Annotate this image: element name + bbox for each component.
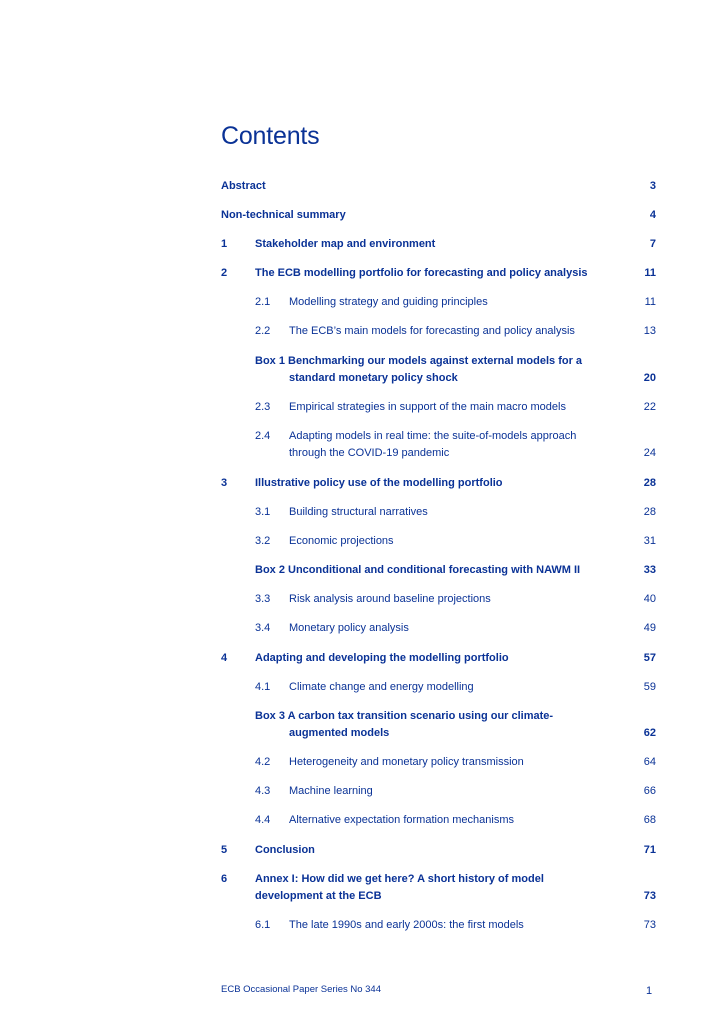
- toc-entry-number: 1: [221, 238, 228, 250]
- toc-entry-text-line-2: development at the ECB: [255, 890, 382, 902]
- toc-entry-number: 5: [221, 844, 228, 856]
- toc-entry-section-4[interactable]: [221, 650, 656, 667]
- toc-entry-text: [255, 871, 656, 905]
- toc-entry-abstract[interactable]: [221, 178, 656, 195]
- page-title: Contents: [221, 122, 320, 150]
- toc-entry-page: 40: [643, 593, 656, 605]
- toc-entry-number: 4.1: [255, 681, 271, 693]
- toc-entry-text-line-1: Box 3 A carbon tax transition scenario using our climate-: [255, 710, 554, 722]
- toc-entry-page: 31: [643, 535, 656, 547]
- toc-entry-text: Adapting and developing the modelling portfolio: [255, 652, 509, 664]
- toc-entry-text-line-1: Adapting models in real time: the suite-of-models approach: [289, 430, 577, 442]
- toc-entry-section-3-2[interactable]: [221, 533, 656, 550]
- toc-entry-text: Building structural narratives: [289, 506, 428, 518]
- toc-entry-text: Risk analysis around baseline projections: [289, 593, 491, 605]
- toc-entry-page: 49: [643, 622, 656, 634]
- toc-entry-text: Economic projections: [289, 535, 394, 547]
- toc-entry-text: Box 2 Unconditional and conditional forecasting with NAWM II: [255, 564, 581, 576]
- toc-entry-page: 73: [643, 919, 656, 931]
- toc-entry-page: 20: [643, 372, 656, 384]
- toc-entry-text-line-2: augmented models: [289, 727, 390, 739]
- toc-entry-section-3-3[interactable]: [221, 591, 656, 608]
- toc-entry-section-4-4[interactable]: [221, 812, 656, 829]
- toc-entry-page: 57: [643, 652, 656, 664]
- toc-entry-section-3-4[interactable]: [221, 620, 656, 637]
- toc-entry-non-technical-summary[interactable]: [221, 207, 656, 224]
- toc-entry-text: [289, 428, 656, 462]
- toc-entry-text: [255, 353, 656, 387]
- toc-entry-number: 6: [221, 873, 228, 885]
- toc-entry-section-4-2[interactable]: [221, 754, 656, 771]
- toc-entry-text: Machine learning: [289, 785, 373, 797]
- toc-entry-text-line-2: through the COVID-19 pandemic: [289, 447, 450, 459]
- footer-page-number: 1: [646, 985, 653, 997]
- toc-entry-section-2-3[interactable]: [221, 399, 656, 416]
- toc-entry-section-3[interactable]: [221, 475, 656, 492]
- toc-entry-page: 11: [644, 296, 656, 308]
- toc-entry-number: 4.3: [255, 785, 271, 797]
- toc-entry-text: Alternative expectation formation mechanisms: [289, 814, 514, 826]
- footer-series-label: ECB Occasional Paper Series No 344: [221, 984, 381, 995]
- toc-entry-text: Abstract: [221, 180, 266, 192]
- toc-entry-text-line-1: Box 1 Benchmarking our models against external models for a: [255, 355, 583, 367]
- toc-entry-section-4-1[interactable]: [221, 679, 656, 696]
- toc-entry-page: 73: [643, 890, 656, 902]
- toc-entry-text: The late 1990s and early 2000s: the first models: [289, 919, 524, 931]
- toc-entry-text: Climate change and energy modelling: [289, 681, 474, 693]
- toc-entry-number: 4.2: [255, 756, 271, 768]
- toc-entry-page: 64: [643, 756, 656, 768]
- toc-entry-text: Modelling strategy and guiding principles: [289, 296, 488, 308]
- toc-entry-text: Illustrative policy use of the modelling portfolio: [255, 477, 503, 489]
- toc-entry-page: 28: [643, 506, 656, 518]
- toc-entry-page: 71: [643, 844, 656, 856]
- toc-entry-section-2[interactable]: [221, 265, 656, 282]
- toc-entry-text: Monetary policy analysis: [289, 622, 409, 634]
- toc-entry-number: 6.1: [255, 919, 271, 931]
- toc-entry-number: 3.4: [255, 622, 271, 634]
- toc-entry-number: 3.3: [255, 593, 271, 605]
- toc-entry-text: [255, 708, 656, 742]
- toc-entry-section-2-2[interactable]: [221, 323, 656, 340]
- toc-entry-section-5[interactable]: [221, 842, 656, 859]
- toc-entry-page: 59: [643, 681, 656, 693]
- toc-entry-text: Non-technical summary: [221, 209, 346, 221]
- toc-entry-page: 13: [643, 325, 656, 337]
- toc-entry-box-2[interactable]: [221, 562, 656, 579]
- toc-entry-page: 7: [649, 238, 656, 250]
- toc-entry-section-2-1[interactable]: [221, 294, 656, 311]
- toc-entry-text: Stakeholder map and environment: [255, 238, 436, 250]
- toc-entry-page: 62: [643, 727, 656, 739]
- toc-entry-number: 2.3: [255, 401, 271, 413]
- toc-entry-box-3[interactable]: [221, 708, 656, 742]
- toc-entry-page: 68: [643, 814, 656, 826]
- toc-entry-page: 11: [644, 267, 656, 279]
- toc-entry-number: 4.4: [255, 814, 271, 826]
- toc-entry-text: Empirical strategies in support of the main macro models: [289, 401, 566, 413]
- toc-entry-number: 2.2: [255, 325, 271, 337]
- toc-entry-section-4-3[interactable]: [221, 783, 656, 800]
- toc-entry-section-2-4[interactable]: [221, 428, 656, 462]
- toc-entry-section-6[interactable]: [221, 871, 656, 905]
- toc-entry-number: 3.1: [255, 506, 271, 518]
- toc-entry-page: 4: [649, 209, 656, 221]
- toc-entry-text: The ECB’s main models for forecasting and policy analysis: [289, 325, 575, 337]
- toc-entry-section-1[interactable]: [221, 236, 656, 253]
- toc-entry-text: The ECB modelling portfolio for forecasting and policy analysis: [255, 267, 588, 279]
- toc-entry-text-line-2: standard monetary policy shock: [289, 372, 458, 384]
- toc-entry-number: 4: [221, 652, 228, 664]
- toc-entry-page: 3: [649, 180, 656, 192]
- toc-entry-box-1[interactable]: [221, 353, 656, 387]
- toc-entry-number: 2.1: [255, 296, 271, 308]
- toc-entry-section-6-1[interactable]: [221, 917, 656, 934]
- toc-entry-text: Heterogeneity and monetary policy transmission: [289, 756, 524, 768]
- toc-entry-page: 66: [643, 785, 656, 797]
- toc-entry-page: 24: [643, 447, 656, 459]
- toc-entry-number: 2.4: [255, 430, 271, 442]
- toc-entry-number: 3: [221, 477, 228, 489]
- toc-entry-text-line-1: Annex I: How did we get here? A short history of model: [255, 873, 544, 885]
- toc-entry-section-3-1[interactable]: [221, 504, 656, 521]
- toc-entry-page: 22: [643, 401, 656, 413]
- toc-entry-number: 3.2: [255, 535, 271, 547]
- toc-entry-page: 33: [643, 564, 656, 576]
- toc-entry-text: Conclusion: [255, 844, 315, 856]
- toc-entry-page: 28: [643, 477, 656, 489]
- toc-entry-number: 2: [221, 267, 228, 279]
